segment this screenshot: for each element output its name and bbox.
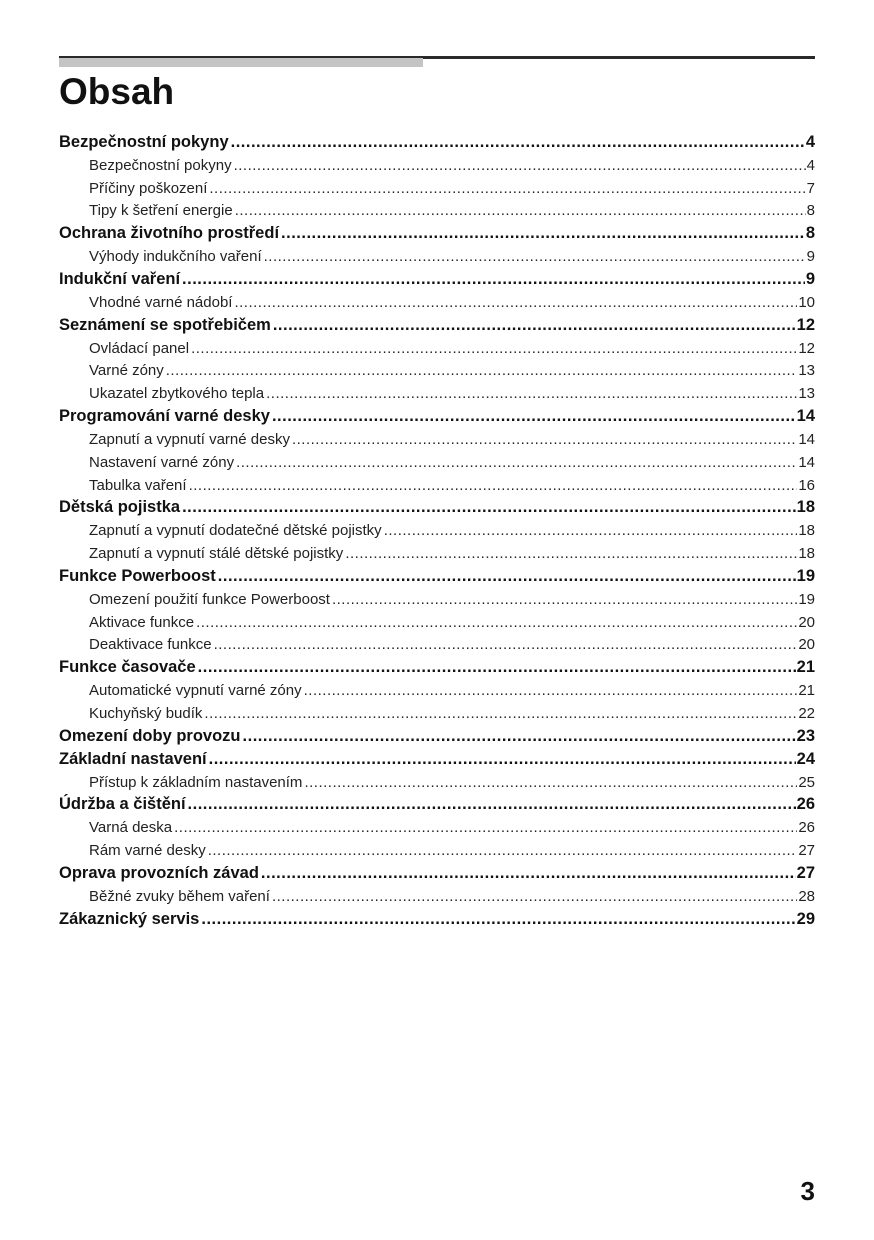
toc-entry-title: Automatické vypnutí varné zóny: [89, 682, 302, 700]
toc-entry-title: Zapnutí a vypnutí stálé dětské pojistky: [89, 545, 344, 563]
toc-chapter-entry[interactable]: [59, 131, 815, 154]
toc-entry-page: 18: [798, 522, 815, 540]
toc-entry-page: 18: [796, 498, 815, 517]
toc-entry-page: 8: [806, 202, 815, 220]
toc-entry-page: 14: [796, 407, 815, 426]
toc-entry-title: Rám varné desky: [89, 842, 206, 860]
toc-dot-leader: [235, 202, 806, 219]
toc-chapter-entry[interactable]: [59, 222, 815, 245]
toc-entry-page: 7: [806, 179, 815, 197]
toc-entry-title: Indukční vaření: [59, 269, 181, 288]
toc-section-entry[interactable]: [59, 611, 815, 634]
toc-section-entry[interactable]: [59, 771, 815, 794]
toc-dot-leader: [236, 454, 797, 471]
toc-entry-page: 22: [798, 705, 815, 723]
table-of-contents: [59, 131, 815, 931]
toc-dot-leader: [189, 477, 798, 494]
toc-entry-page: 19: [796, 566, 815, 585]
toc-section-entry[interactable]: [59, 679, 815, 702]
toc-entry-page: 10: [798, 293, 815, 311]
toc-entry-title: Zapnutí a vypnutí dodatečné dětské pojistky: [89, 522, 382, 540]
toc-entry-page: 4: [806, 156, 815, 174]
toc-entry-page: 9: [806, 248, 815, 266]
toc-dot-leader: [273, 316, 796, 335]
toc-chapter-entry[interactable]: [59, 748, 815, 771]
toc-dot-leader: [204, 705, 797, 722]
toc-section-entry[interactable]: [59, 588, 815, 611]
toc-entry-page: 27: [798, 842, 815, 860]
toc-section-entry[interactable]: [59, 839, 815, 862]
toc-entry-title: Dětská pojistka: [59, 498, 181, 517]
toc-section-entry[interactable]: [59, 245, 815, 268]
toc-section-entry[interactable]: [59, 542, 815, 565]
toc-section-entry[interactable]: [59, 474, 815, 497]
toc-entry-title: Oprava provozních závad: [59, 863, 259, 882]
toc-dot-leader: [384, 522, 798, 539]
toc-dot-leader: [209, 750, 796, 769]
toc-entry-page: 26: [798, 819, 815, 837]
toc-entry-page: 4: [805, 132, 815, 151]
toc-section-entry[interactable]: [59, 885, 815, 908]
toc-entry-title: Omezení doby provozu: [59, 726, 241, 745]
toc-dot-leader: [281, 224, 805, 243]
toc-entry-page: 16: [798, 476, 815, 494]
toc-dot-leader: [196, 614, 797, 631]
toc-dot-leader: [234, 157, 806, 174]
toc-dot-leader: [201, 910, 795, 929]
toc-chapter-entry[interactable]: [59, 405, 815, 428]
toc-entry-page: 24: [796, 749, 815, 768]
toc-section-entry[interactable]: [59, 519, 815, 542]
toc-dot-leader: [272, 888, 797, 905]
toc-entry-title: Ovládací panel: [89, 339, 190, 357]
toc-entry-page: 18: [798, 545, 815, 563]
toc-entry-title: Seznámení se spotřebičem: [59, 315, 271, 334]
toc-entry-page: 29: [796, 909, 815, 928]
toc-dot-leader: [208, 842, 798, 859]
toc-dot-leader: [272, 407, 796, 426]
toc-dot-leader: [174, 819, 797, 836]
toc-entry-page: 20: [798, 636, 815, 654]
toc-entry-title: Tipy k šetření energie: [89, 202, 233, 220]
toc-section-entry[interactable]: [59, 177, 815, 200]
toc-section-entry[interactable]: [59, 337, 815, 360]
toc-entry-title: Ochrana životního prostředí: [59, 224, 280, 243]
toc-entry-page: 13: [798, 385, 815, 403]
toc-dot-leader: [209, 180, 805, 197]
toc-entry-page: 12: [798, 339, 815, 357]
toc-entry-page: 26: [796, 795, 815, 814]
toc-entry-page: 9: [805, 269, 815, 288]
toc-entry-title: Kuchyňský budík: [89, 705, 203, 723]
header-rule-gray: [59, 58, 423, 67]
toc-entry-title: Varná deska: [89, 819, 173, 837]
toc-entry-page: 14: [798, 430, 815, 448]
toc-entry-title: Deaktivace funkce: [89, 636, 212, 654]
toc-chapter-entry[interactable]: [59, 656, 815, 679]
toc-entry-page: 28: [798, 887, 815, 905]
toc-chapter-entry[interactable]: [59, 862, 815, 885]
toc-dot-leader: [304, 774, 797, 791]
toc-entry-title: Omezení použití funkce Powerboost: [89, 590, 330, 608]
toc-entry-page: 20: [798, 613, 815, 631]
toc-dot-leader: [182, 270, 805, 289]
toc-entry-page: 21: [796, 658, 815, 677]
toc-entry-title: Funkce Powerboost: [59, 566, 216, 585]
toc-dot-leader: [304, 682, 798, 699]
toc-dot-leader: [243, 727, 796, 746]
toc-section-entry[interactable]: [59, 702, 815, 725]
toc-dot-leader: [332, 591, 797, 608]
toc-chapter-entry[interactable]: [59, 497, 815, 520]
toc-entry-page: 13: [798, 362, 815, 380]
toc-section-entry[interactable]: [59, 291, 815, 314]
toc-entry-title: Aktivace funkce: [89, 613, 195, 631]
toc-entry-page: 27: [796, 863, 815, 882]
toc-entry-title: Tabulka vaření: [89, 476, 187, 494]
toc-entry-title: Běžné zvuky během vaření: [89, 887, 270, 905]
toc-entry-page: 23: [796, 726, 815, 745]
toc-entry-title: Příčiny poškození: [89, 179, 208, 197]
toc-chapter-entry[interactable]: [59, 793, 815, 816]
toc-entry-title: Zapnutí a vypnutí varné desky: [89, 430, 290, 448]
toc-dot-leader: [264, 248, 806, 265]
toc-chapter-entry[interactable]: [59, 908, 815, 931]
toc-dot-leader: [266, 385, 797, 402]
toc-section-entry[interactable]: [59, 816, 815, 839]
toc-entry-title: Výhody indukčního vaření: [89, 248, 262, 266]
toc-entry-title: Funkce časovače: [59, 658, 196, 677]
toc-section-entry[interactable]: [59, 451, 815, 474]
toc-section-entry[interactable]: [59, 200, 815, 223]
toc-dot-leader: [345, 545, 797, 562]
toc-entry-title: Programování varné desky: [59, 407, 270, 426]
toc-section-entry[interactable]: [59, 382, 815, 405]
page-number: 3: [800, 1176, 815, 1206]
toc-chapter-entry[interactable]: [59, 268, 815, 291]
toc-dot-leader: [166, 362, 798, 379]
toc-dot-leader: [188, 795, 796, 814]
toc-chapter-entry[interactable]: [59, 565, 815, 588]
page-title: Obsah: [59, 71, 175, 112]
toc-dot-leader: [214, 636, 798, 653]
toc-entry-page: 25: [798, 773, 815, 791]
toc-dot-leader: [234, 294, 797, 311]
toc-section-entry[interactable]: [59, 428, 815, 451]
toc-section-entry[interactable]: [59, 359, 815, 382]
toc-dot-leader: [198, 658, 796, 677]
toc-entry-title: Údržba a čištění: [59, 795, 186, 814]
toc-section-entry[interactable]: [59, 154, 815, 177]
toc-chapter-entry[interactable]: [59, 725, 815, 748]
toc-dot-leader: [191, 340, 797, 357]
toc-entry-page: 21: [798, 682, 815, 700]
toc-chapter-entry[interactable]: [59, 314, 815, 337]
toc-entry-title: Přístup k základním nastavením: [89, 773, 303, 791]
toc-dot-leader: [261, 864, 796, 883]
toc-entry-page: 14: [798, 453, 815, 471]
toc-dot-leader: [292, 431, 797, 448]
toc-entry-title: Nastavení varné zóny: [89, 453, 235, 471]
toc-entry-title: Bezpečnostní pokyny: [89, 156, 232, 174]
toc-section-entry[interactable]: [59, 634, 815, 657]
toc-entry-title: Varné zóny: [89, 362, 164, 380]
toc-dot-leader: [182, 498, 796, 517]
toc-entry-title: Základní nastavení: [59, 749, 207, 768]
toc-entry-title: Zákaznický servis: [59, 909, 200, 928]
toc-entry-title: Vhodné varné nádobí: [89, 293, 233, 311]
toc-entry-page: 8: [805, 224, 815, 243]
toc-entry-title: Ukazatel zbytkového tepla: [89, 385, 265, 403]
toc-dot-leader: [218, 567, 796, 586]
toc-entry-title: Bezpečnostní pokyny: [59, 132, 229, 151]
toc-entry-page: 19: [798, 590, 815, 608]
toc-entry-page: 12: [796, 315, 815, 334]
toc-dot-leader: [231, 133, 805, 152]
